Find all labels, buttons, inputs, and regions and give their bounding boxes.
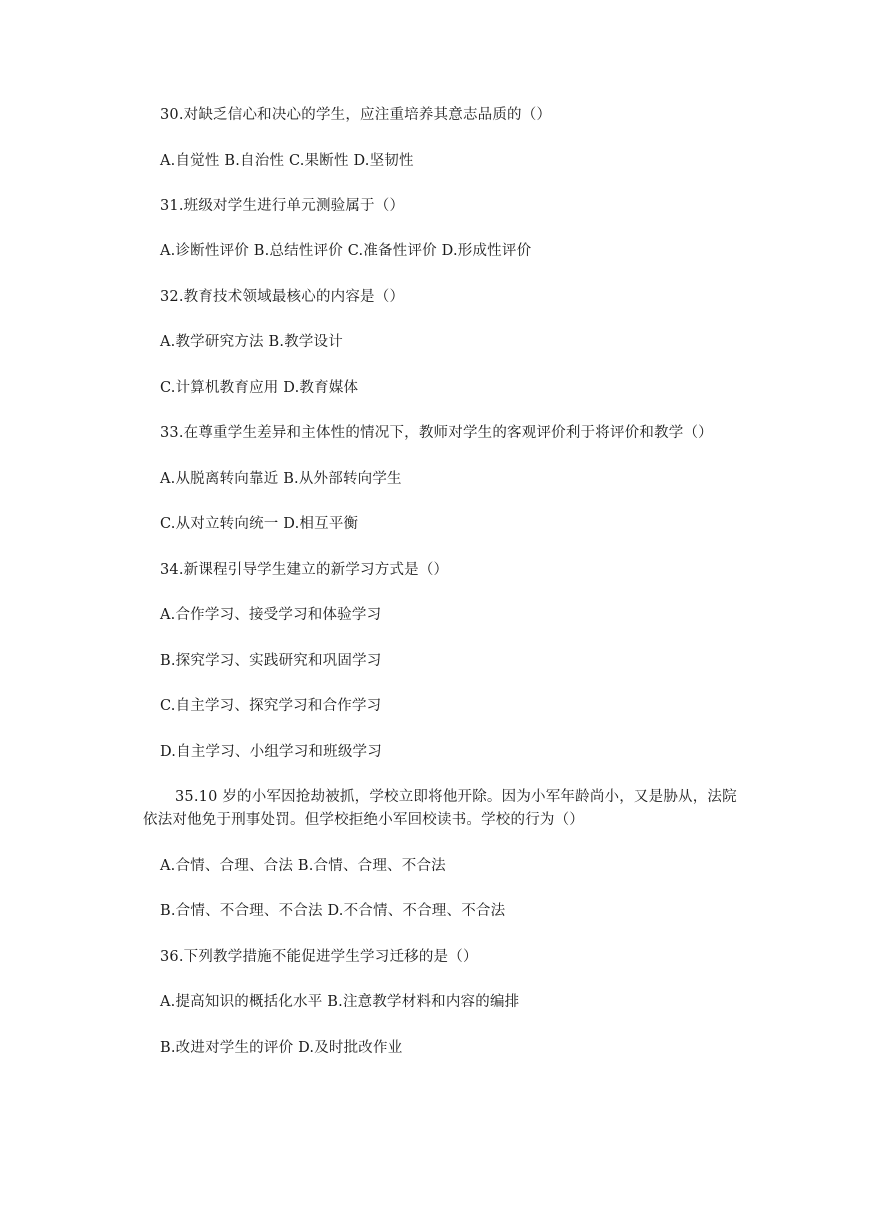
question-36: 36.下列教学措施不能促进学生学习迁移的是（） xyxy=(160,949,478,965)
question-36-options-ab: A.提高知识的概括化水平 B.注意教学材料和内容的编排 xyxy=(160,994,520,1010)
question-33: 33.在尊重学生差异和主体性的情况下，教师对学生的客观评价利于将评价和教学（） xyxy=(160,425,713,441)
question-32: 32.教育技术领域最核心的内容是（） xyxy=(160,289,405,305)
question-32-options-cd: C.计算机教育应用 D.教育媒体 xyxy=(160,380,359,396)
question-34-option-b: B.探究学习、实践研究和巩固学习 xyxy=(160,653,382,669)
question-36-options-cd: B.改进对学生的评价 D.及时批改作业 xyxy=(160,1040,403,1056)
question-31-options: A.诊断性评价 B.总结性评价 C.准备性评价 D.形成性评价 xyxy=(160,243,532,259)
question-34: 34.新课程引导学生建立的新学习方式是（） xyxy=(160,562,449,578)
question-34-option-a: A.合作学习、接受学习和体验学习 xyxy=(160,607,382,623)
question-35-line-1: 35.10 岁的小军因抢劫被抓，学校立即将他开除。因为小军年龄尚小，又是胁从，法院 xyxy=(175,789,737,805)
question-35-options-cd: B.合情、不合理、不合法 D.不合情、不合理、不合法 xyxy=(160,903,506,919)
question-31: 31.班级对学生进行单元测验属于（） xyxy=(160,198,405,214)
question-35-options-ab: A.合情、合理、合法 B.合情、合理、不合法 xyxy=(160,858,446,874)
question-32-options-ab: A.教学研究方法 B.教学设计 xyxy=(160,334,343,350)
question-30: 30.对缺乏信心和决心的学生，应注重培养其意志品质的（） xyxy=(160,107,552,123)
question-35-line-2: 依法对他免于刑事处罚。但学校拒绝小军回校读书。学校的行为（） xyxy=(143,812,584,828)
question-33-options-ab: A.从脱离转向靠近 B.从外部转向学生 xyxy=(160,471,402,487)
question-34-option-d: D.自主学习、小组学习和班级学习 xyxy=(160,744,382,760)
question-30-options: A.自觉性 B.自治性 C.果断性 D.坚韧性 xyxy=(160,153,414,169)
question-34-option-c: C.自主学习、探究学习和合作学习 xyxy=(160,698,382,714)
question-33-options-cd: C.从对立转向统一 D.相互平衡 xyxy=(160,516,359,532)
